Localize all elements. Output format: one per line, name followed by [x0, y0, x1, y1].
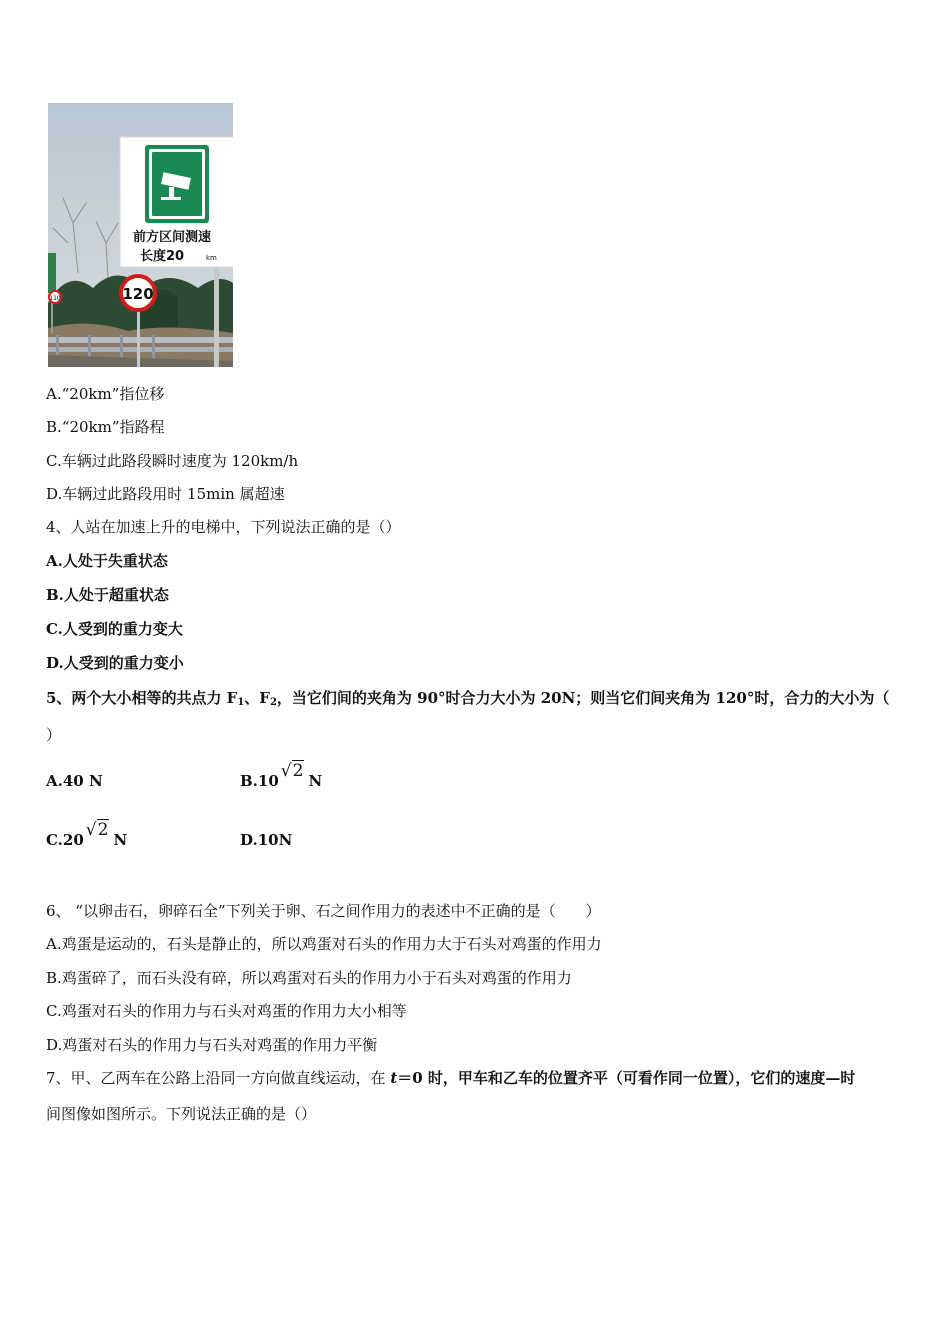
road-sign-illustration	[48, 103, 233, 367]
q3-option-a: A.“20km”指位移	[46, 385, 165, 403]
sign-line2: 长度20	[139, 249, 185, 264]
q7-stem-mid: ＝0 时，甲车和乙车的位置齐平（可看作同一位置），它们的速度—时	[397, 1069, 856, 1087]
sqrt-symbol: √2	[85, 820, 109, 840]
q6-option-b: B.鸡蛋碎了，而石头没有碎，所以鸡蛋对石头的作用力小于石头对鸡蛋的作用力	[46, 969, 572, 987]
q7-time-variable: t	[390, 1069, 398, 1087]
q5-sub1: 1	[237, 697, 245, 708]
q5-sep: 、F	[244, 689, 270, 707]
q3-option-d: D.车辆过此路段用时 15min 属超速	[46, 485, 285, 503]
q5-option-c-coef: C.20	[46, 831, 84, 849]
speed-limit-text: 120	[122, 285, 154, 303]
q5-option-c-unit: N	[113, 831, 128, 849]
q4-stem: 4、人站在加速上升的电梯中，下列说法正确的是（）	[46, 518, 401, 536]
road-sign-photo	[48, 103, 233, 367]
q6-option-d: D.鸡蛋对石头的作用力与石头对鸡蛋的作用力平衡	[46, 1036, 378, 1054]
q5-option-b-unit: N	[308, 772, 323, 790]
q7-stem	[46, 1068, 855, 1088]
q5-stem-post: ，当它们间的夹角为 90°时合力大小为 20N；则当它们间夹角为 120°时，合力的大小为（	[276, 689, 890, 707]
sign-line1: 前方区间测速	[132, 230, 212, 245]
q5-stem	[46, 688, 889, 713]
q3-option-c: C.车辆过此路段瞬时速度为 120km/h	[46, 452, 299, 470]
q5-option-b-coef: B.10	[240, 772, 279, 790]
q5-option-b	[240, 761, 323, 791]
q5-stem-pre: 5、两个大小相等的共点力 F	[46, 689, 238, 707]
q5-option-d: D.10N	[240, 831, 293, 849]
sign-line2-unit: km	[206, 254, 217, 262]
q4-option-d: D.人受到的重力变小	[46, 654, 184, 672]
q5-option-b-radicand: 2	[292, 761, 304, 781]
q5-option-c	[46, 820, 128, 850]
q6-option-c: C.鸡蛋对石头的作用力与石头对鸡蛋的作用力大小相等	[46, 1002, 407, 1020]
q7-stem-line2: 间图像如图所示。下列说法正确的是（）	[46, 1105, 317, 1123]
q4-option-c: C.人受到的重力变大	[46, 620, 183, 638]
q6-stem: 6、 “以卵击石，卵碎石全”下列关于卵、石之间作用力的表述中不正确的是（ ）	[46, 902, 601, 920]
small-speed-sign-text: 110	[49, 295, 61, 302]
q4-option-a: A.人处于失重状态	[46, 552, 168, 570]
q7-stem-pre: 7、甲、乙两车在公路上沿同一方向做直线运动，在	[46, 1069, 391, 1087]
q5-option-c-radicand: 2	[97, 820, 109, 840]
q5-option-a: A.40 N	[46, 772, 103, 790]
q3-option-b: B.“20km”指路程	[46, 418, 165, 436]
q5-stem-end: ）	[46, 726, 62, 744]
q4-option-b: B.人处于超重状态	[46, 586, 169, 604]
q6-option-a: A.鸡蛋是运动的，石头是静止的，所以鸡蛋对石头的作用力大于石头对鸡蛋的作用力	[46, 935, 602, 953]
q5-sub2: 2	[269, 697, 277, 708]
sqrt-symbol: √2	[280, 761, 304, 781]
